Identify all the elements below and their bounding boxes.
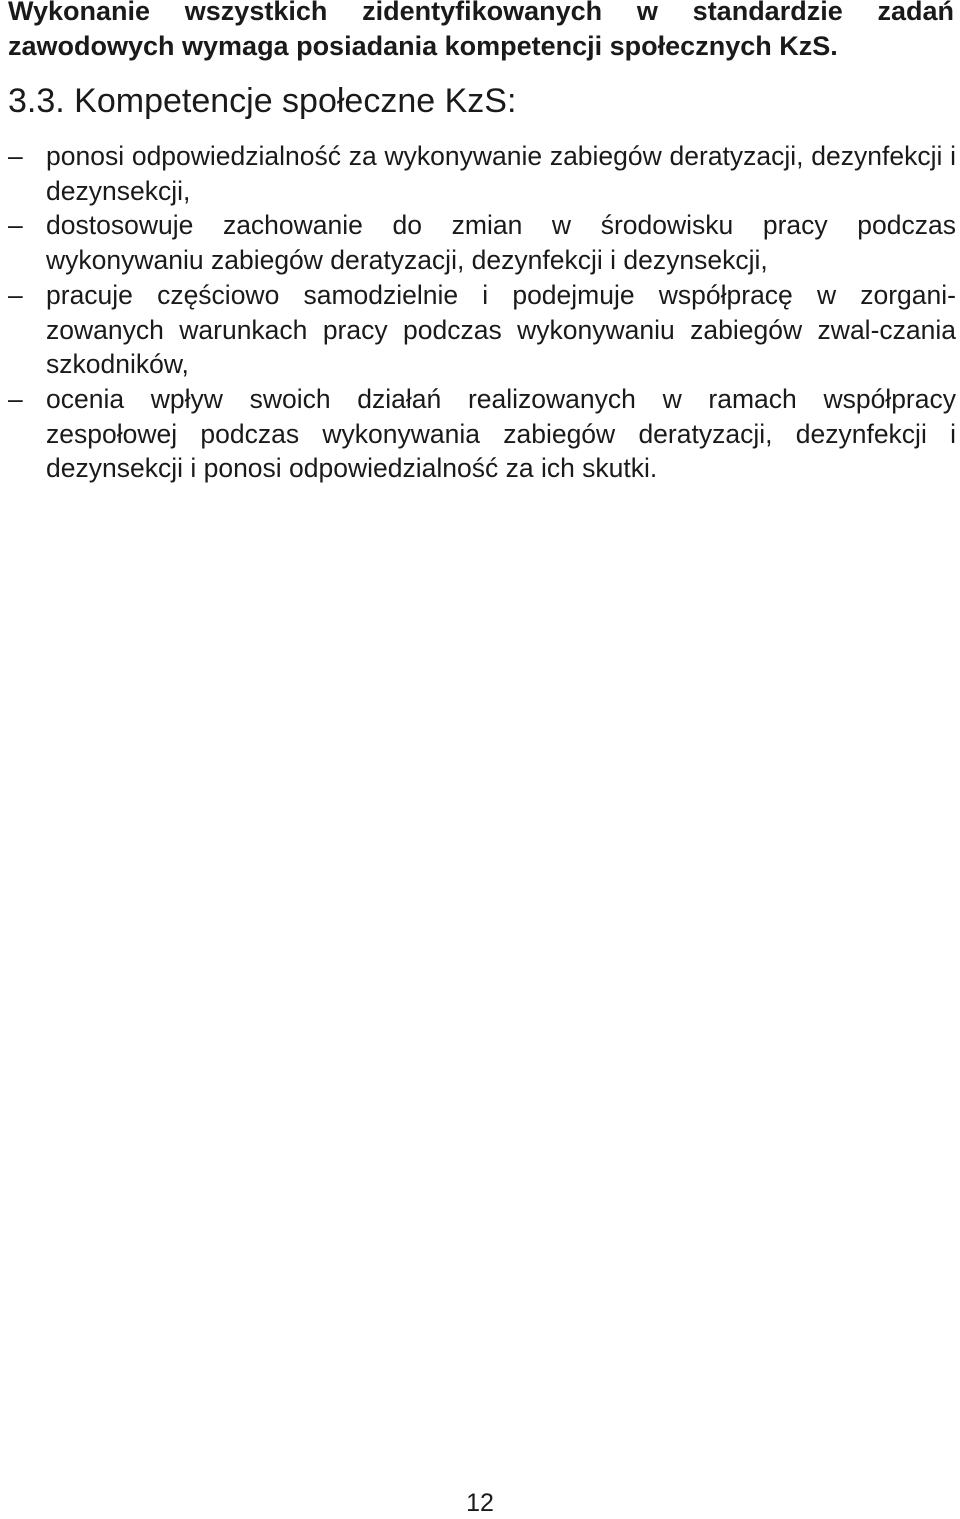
page-number: 12 [466, 1489, 494, 1517]
bullet-dash: – [8, 383, 23, 414]
bullet-dash: – [8, 210, 23, 241]
intro-paragraph: Wykonanie wszystkich zidentyfikowanych w standardzie zadań zawodowych wymaga posiadania kompetencji społecznych KzS. [8, 0, 954, 61]
list-item [0, 278, 960, 382]
competency-list [0, 139, 960, 486]
section-heading: 3.3. Kompetencje społeczne KzS: [8, 82, 517, 120]
bullet-dash: – [8, 279, 23, 310]
list-item-text: dostosowuje zachowanie do zmian w środowisku pracy podczas wykonywaniu zabiegów deratyzacji, dezynfekcji i dezynsekcji, [46, 210, 956, 276]
list-item-text: ponosi odpowiedzialność za wykonywanie zabiegów deratyzacji, dezynfekcji i dezynsekcji, [46, 141, 956, 206]
list-item [0, 139, 960, 208]
list-item [0, 208, 960, 277]
bullet-dash: – [8, 141, 23, 171]
list-item-text: pracuje częściowo samodzielnie i podejmuje współpracę w zorgani-zowanych warunkach pracy podczas wykonywaniu zabiegów zwal-czania szkodników, [46, 279, 956, 380]
list-item [0, 382, 960, 486]
list-item-text: ocenia wpływ swoich działań realizowanych w ramach współpracy zespołowej podczas wykonywania zabiegów deratyzacji, dezynfekcji i dezynsekcji i ponosi odpowiedzialność za ich skutki. [46, 383, 956, 484]
